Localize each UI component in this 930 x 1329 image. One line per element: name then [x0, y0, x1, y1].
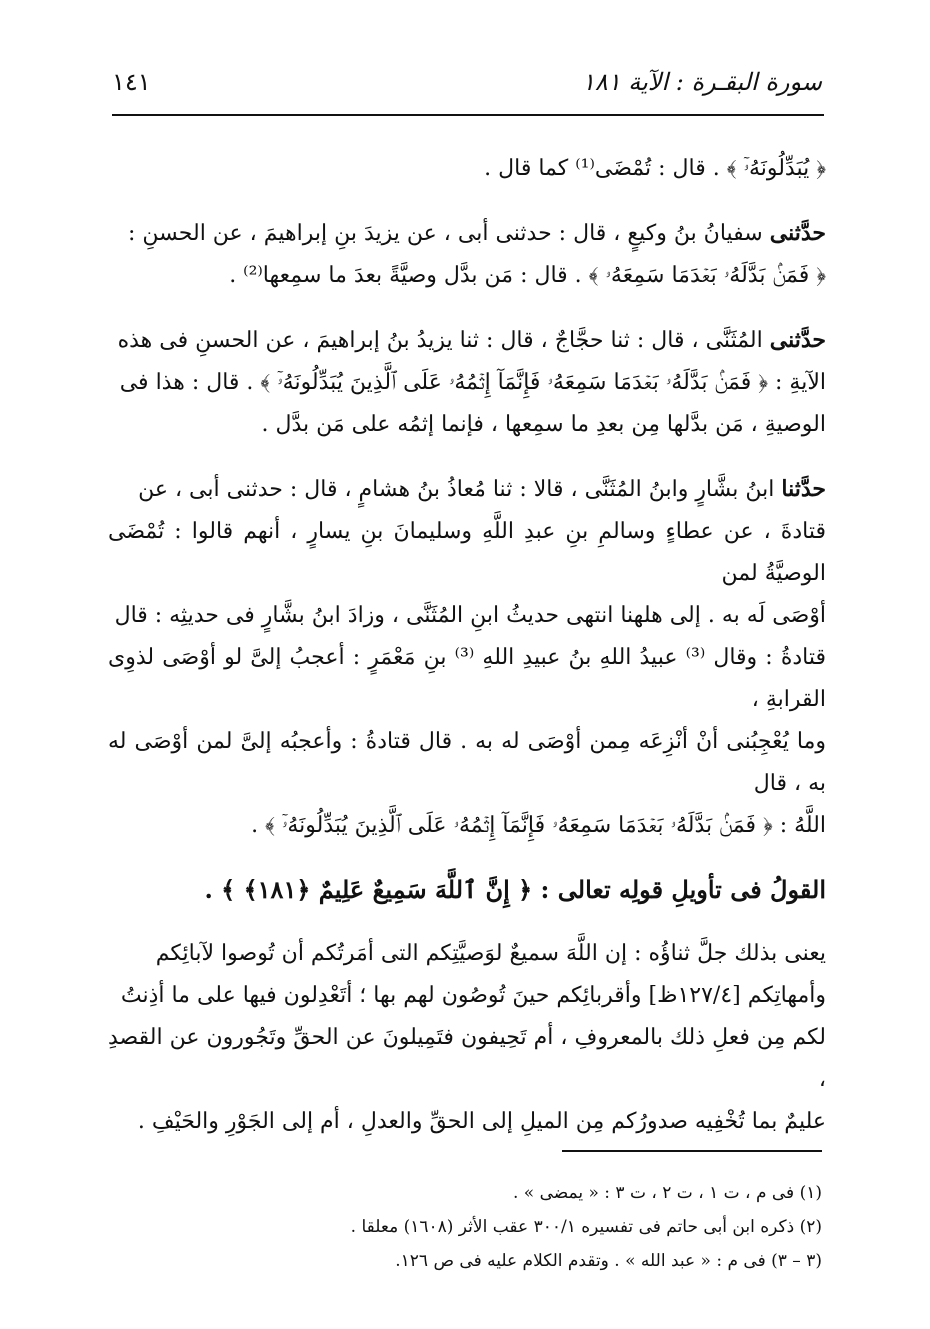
running-title: سورة البقـرة : الآية ١٨١ [581, 68, 822, 96]
isnad-lead: حدَّثنى [769, 220, 826, 246]
text-line: أوْصَى لَه به . إلى هلهنا انتهى حديثُ ابنِ المُثَنَّى ، وزادَ ابنُ بشَّارٍ فى حديثِه : قال [114, 603, 826, 628]
text-line: يعنى بذلك جلَّ ثناؤُه : إن اللَّهَ سميعٌ لوَصيَّتِكم التى أمَرتُكم أن تُوصوا لآبائِكم [155, 941, 826, 966]
text-span: ابنُ بشَّارٍ وابنُ المُثَنَّى ، قالا : ثنا مُعاذُ بنُ هشامٍ ، قال : حدثنى أبى ، عن [138, 477, 775, 502]
header-rule [112, 114, 824, 116]
footnote: (٢) ذكره ابن أبى حاتم فى تفسيره ٣٠٠/١ عقب الأثر (١٦٠٨) معلقا . [350, 1217, 822, 1237]
text-line: وأمهاتِكم [١٢٧/٤ظ] وأقربائِكم حينَ تُوصُون لهم بها ؛ أتَعْدِلون فيها على ما أذِنتُ [120, 983, 826, 1008]
paragraph [108, 468, 826, 847]
text-line [108, 319, 826, 362]
section-heading: القولُ فى تأويلِ قولِه تعالى : ﴿ إِنَّ ٱللَّهَ سَمِيعٌ عَلِيمٌ ﴿١٨١﴾ ﴾ . [204, 875, 826, 904]
paragraph [108, 933, 826, 1143]
paragraph [108, 148, 826, 190]
text-line: ﴿ يُبَدِّلُونَهُۥٓ ﴾ . قال : تُمْضَى⁽¹⁾ كما قال . [484, 156, 826, 181]
text-line: اللَّهُ : ﴿ فَمَنۢ بَدَّلَهُۥ بَعۡدَمَا سَمِعَهُۥ فَإِنَّمَآ إِثۡمُهُۥ عَلَى ٱلَّذِينَ يُبَدِّلُونَهُۥٓ ﴾ . [251, 813, 826, 838]
text-span: المُثَنَّى ، قال : ثنا حجَّاجٌ ، قال : ثنا يزيدُ بنُ إبراهيمَ ، عن الحسنِ فى هذه [117, 328, 763, 353]
isnad-lead: حدَّثنا [781, 476, 826, 502]
footnote-rule [562, 1150, 822, 1152]
footnote: (٣ – ٣) فى م : « عبد الله » . وتقدم الكلام عليه فى ص ١٢٦. [395, 1251, 822, 1271]
text-line: وما يُعْجِبُنى أنْ أنْزِعَه مِمن أوْصَى له به . قال قتادةُ : وأعجبُه إلىَّ لمن أوْصَى له به ، قال [108, 729, 826, 796]
text-line: الوصيةِ ، مَن بدَّلها مِن بعدِ ما سمِعها ، فإنما إثمُه على مَن بدَّل . [261, 412, 826, 437]
text-line: قتادةَ ، عن عطاءٍ وسالمِ بنِ عبدِ اللَّهِ وسليمانَ بنِ يسارٍ ، أنهم قالوا : تُمْضَى الوصيَّةُ لمن [108, 519, 826, 586]
isnad-lead: حدَّثنى [769, 327, 826, 353]
text-line: عليمٌ بما تُخْفِيه صدورُكم مِن الميلِ إلى الحقِّ والعدلِ ، أم إلى الجَوْرِ والحَيْفِ . [137, 1109, 826, 1134]
page-header [112, 62, 822, 102]
page-number: ١٤١ [112, 68, 151, 96]
text-line: الآيةِ : ﴿ فَمَنۢ بَدَّلَهُۥ بَعۡدَمَا سَمِعَهُۥ فَإِنَّمَآ إِثۡمُهُۥ عَلَى ٱلَّذِينَ يُبَدِّلُونَهُۥٓ ﴾ . قال : هذا فى [119, 370, 826, 395]
paragraph [108, 212, 826, 297]
text-line [108, 212, 826, 255]
text-span: سفيانُ بنُ وكيعٍ ، قال : حدثنى أبى ، عن يزيدَ بنِ إبراهيمَ ، عن الحسنِ : [128, 221, 763, 246]
paragraph [108, 319, 826, 446]
main-text [108, 148, 826, 1165]
footnotes [110, 1176, 822, 1278]
text-line: لكم مِن فعلِ ذلك بالمعروفِ ، أم تَحِيفون فتَمِيلونَ عن الحقِّ وتَجُورون عن القصدِ ، [108, 1025, 826, 1092]
text-line: ﴿ فَمَنۢ بَدَّلَهُۥ بَعۡدَمَا سَمِعَهُۥ ﴾ . قال : مَن بدَّل وصيَّةً بعدَ ما سمِعها⁽²⁾ . [229, 263, 826, 288]
text-line: قتادةُ : وقال ⁽³⁾ عبيدُ اللهِ بنُ عبيدِ اللهِ ⁽³⁾ بنِ مَعْمَرٍ : أعجبُ إلىَّ لو أوْصَى لذوِى القرابةِ ، [108, 645, 827, 712]
text-line [108, 468, 826, 511]
footnote: (١) فى م ، ت ١ ، ت ٢ ، ت ٣ : « يمضى » . [512, 1183, 822, 1203]
